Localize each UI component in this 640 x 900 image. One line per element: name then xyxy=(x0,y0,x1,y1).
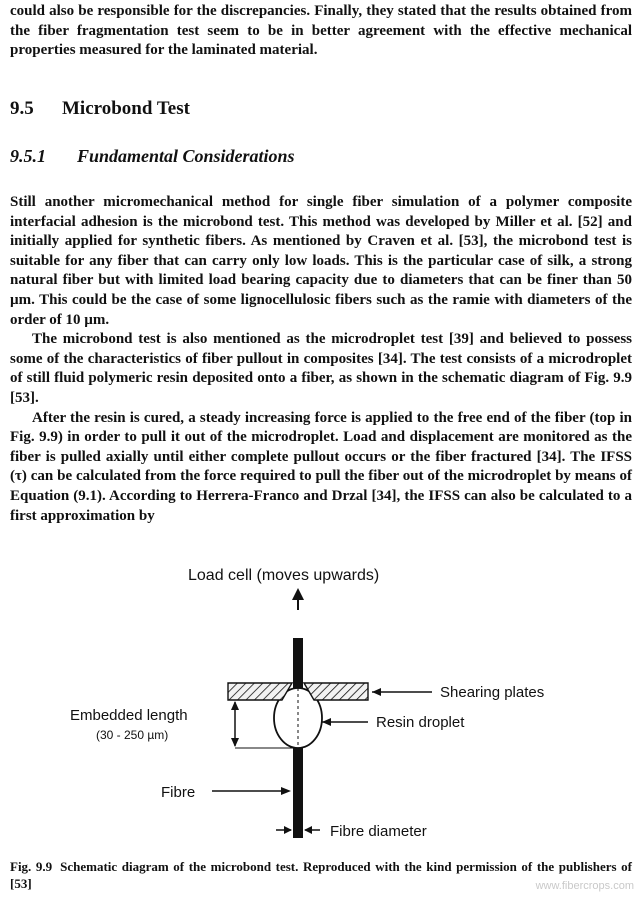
figure-caption-text: Schematic diagram of the microbond test. Reproduced with the kind permission of the publishers of [53] xyxy=(10,859,632,891)
embedded-length-range: (30 - 250 µm) xyxy=(96,728,169,742)
shearing-plate-right xyxy=(304,683,368,700)
resin-droplet-label: Resin droplet xyxy=(376,714,465,731)
pull-arrow-icon xyxy=(292,588,304,610)
shearing-plate-left xyxy=(228,683,292,700)
fibre-arrow-icon xyxy=(212,787,291,795)
shearing-plates-arrow-icon xyxy=(372,688,432,696)
embedded-length-label: Embedded length xyxy=(70,707,188,724)
subsection-title: Fundamental Considerations xyxy=(77,146,295,166)
microbond-diagram xyxy=(0,555,640,860)
watermark: www.fibercrops.com xyxy=(535,880,634,892)
subsection-number: 9.5.1 xyxy=(10,146,46,166)
section-number: 9.5 xyxy=(10,98,34,119)
load-cell-label: Load cell (moves upwards) xyxy=(188,567,380,584)
section-heading xyxy=(10,98,190,120)
body-paragraph-3: After the resin is cured, a steady increasing force is applied to the free end of the fiber (top in Fig. 9.9) in order to pull it out of the microdroplet. Load and displacement are monitored as the fiber is pulled axially until either complete pullout occurs or the fiber fractured [34]. The IFSS (τ) can be calculated from the force required to pull the fiber out of the microdroplet by means of Equation (9.1). According to Herrera-Franco and Drzal [34], the IFSS can also be calculated to a first approximation by xyxy=(10,409,632,524)
body-text xyxy=(10,193,632,526)
section-title: Microbond Test xyxy=(62,98,190,119)
shearing-plates-label: Shearing plates xyxy=(440,684,545,701)
body-paragraph-2: The microbond test is also mentioned as the microdroplet test [39] and believed to possess some of the characteristics of fiber pullout in composites [34]. The test consists of a microdroplet of still fluid polymeric resin deposited onto a fiber, as shown in the schematic diagram of Fig. 9.9 [53]. xyxy=(10,331,632,406)
resin-droplet-arrow-icon xyxy=(322,718,368,726)
subsection-heading xyxy=(10,146,295,167)
paragraph-carryover: could also be responsible for the discrepancies. Finally, they stated that the results obtained from the fiber fragmentation test seem to be in better agreement with the effective mechanical properties measured for the laminated material. xyxy=(10,3,632,59)
fibre-diameter-label: Fibre diameter xyxy=(330,823,427,840)
fibre-label: Fibre xyxy=(161,784,196,801)
continued-paragraph xyxy=(10,2,632,61)
figure-label: Fig. 9.9 xyxy=(10,859,53,874)
body-paragraph-1: Still another micromechanical method for single fiber simulation of a polymer composite interfacial adhesion is the microbond test. This method was developed by Miller et al. [52] and initially applied for synthetic fibers. As mentioned by Craven et al. [53], the microbond test is suitable for any fiber that can carry only low loads. This is the particular case of silk, a strong natural fiber but with limited load bearing capacity due to diameters that can be finer than 50 µm. This could be the case of some lignocellulosic fibers such as the ramie with diameters of the order of 10 µm. xyxy=(10,194,632,328)
